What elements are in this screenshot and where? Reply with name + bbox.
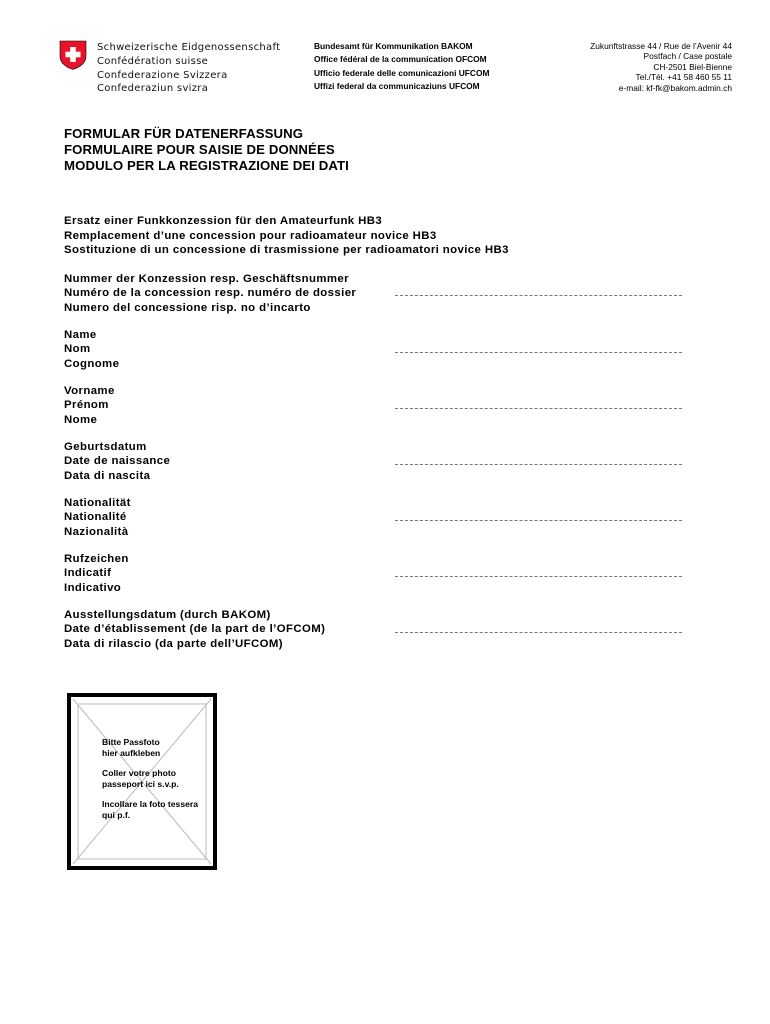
- passport-photo-box[interactable]: [67, 693, 217, 870]
- first-name-input-line[interactable]: [395, 408, 682, 409]
- field-surname-label: [64, 328, 119, 371]
- label-it: Nome: [64, 413, 98, 426]
- photo-instruction-fr-2: passeport ici s.v.p.: [102, 778, 179, 789]
- form-subject-fr: Remplacement d’une concession pour radioamateur novice HB3: [64, 229, 437, 242]
- label-it: Data di rilascio (da parte dell’UFCOM): [64, 637, 284, 650]
- field-callsign-label: [64, 552, 129, 595]
- form-title-de: FORMULAR FÜR DATENERFASSUNG: [64, 126, 304, 141]
- office-name-rm: Uffizi federal da communicaziuns UFCOM: [314, 81, 480, 92]
- label-de: Nationalität: [64, 497, 131, 509]
- field-first-name-label: [64, 384, 115, 427]
- office-name-de: Bundesamt für Kommunikation BAKOM: [314, 41, 473, 51]
- photo-instruction-it-1: Incollare la foto tessera: [102, 799, 198, 810]
- label-fr: Numéro de la concession resp. numéro de dossier: [64, 287, 357, 300]
- label-it: Indicativo: [64, 581, 122, 594]
- address-postbox: Postfach / Case postale: [643, 51, 732, 62]
- address-email: e-mail: kf-fk@bakom.admin.ch: [618, 82, 732, 93]
- label-fr: Nom: [64, 343, 91, 356]
- label-it: Cognome: [64, 357, 120, 370]
- issue-date-input-line[interactable]: [395, 632, 682, 633]
- confederation-name-fr: Confédération suisse: [97, 55, 209, 67]
- nationality-input-line[interactable]: [395, 520, 682, 521]
- label-de: Nummer der Konzession resp. Geschäftsnummer: [64, 273, 349, 285]
- label-it: Nazionalità: [64, 525, 129, 538]
- label-fr: Date d’établissement (de la part de l’OFCOM): [64, 623, 326, 636]
- confederation-name-de: Schweizerische Eidgenossenschaft: [97, 42, 281, 53]
- address-street: Zukunftstrasse 44 / Rue de l’Avenir 44: [590, 41, 732, 51]
- label-de: Ausstellungsdatum (durch BAKOM): [64, 609, 271, 621]
- label-it: Numero del concessione risp. no d’incarto: [64, 301, 311, 314]
- callsign-input-line[interactable]: [395, 576, 682, 577]
- label-fr: Nationalité: [64, 511, 127, 524]
- office-names: [314, 40, 489, 94]
- form-subject-de: Ersatz einer Funkkonzession für den Amateurfunk HB3: [64, 215, 383, 227]
- label-fr: Date de naissance: [64, 455, 171, 468]
- photo-instructions: [102, 737, 198, 821]
- license-number-input-line[interactable]: [395, 295, 682, 296]
- surname-input-line[interactable]: [395, 352, 682, 353]
- confederation-name-it: Confederazione Svizzera: [97, 69, 228, 81]
- form-subject-it: Sostituzione di un concessione di trasmissione per radioamatori novice HB3: [64, 244, 509, 257]
- form-title-fr: FORMULAIRE POUR SAISIE DE DONNÉES: [64, 142, 335, 157]
- field-license-number-label: [64, 272, 356, 315]
- office-name-fr: Office fédéral de la communication OFCOM: [314, 54, 487, 65]
- field-birth-date-label: [64, 440, 170, 483]
- address-city: CH-2501 Biel-Bienne: [653, 61, 732, 72]
- photo-instruction-it-2: qui p.f.: [102, 809, 131, 820]
- office-name-it: Ufficio federale delle comunicazioni UFCOM: [314, 67, 490, 78]
- label-de: Vorname: [64, 385, 115, 397]
- photo-instruction-de-1: Bitte Passfoto: [102, 737, 160, 747]
- label-de: Rufzeichen: [64, 553, 129, 565]
- birth-date-input-line[interactable]: [395, 464, 682, 465]
- label-it: Data di nascita: [64, 469, 151, 482]
- label-fr: Prénom: [64, 399, 109, 412]
- confederation-name-rm: Confederaziun svizra: [97, 83, 209, 95]
- office-address: [590, 41, 732, 93]
- form-subject: [64, 214, 509, 258]
- field-issue-date-label: [64, 608, 325, 651]
- form-title-it: MODULO PER LA REGISTRAZIONE DEI DATI: [64, 158, 349, 173]
- confederation-names: [97, 41, 280, 96]
- swiss-cross-icon: [59, 40, 87, 70]
- form-title: [64, 126, 349, 174]
- photo-instruction-fr-1: Coller votre photo: [102, 768, 177, 779]
- address-phone: Tel./Tél. +41 58 460 55 11: [635, 72, 732, 83]
- label-de: Name: [64, 329, 97, 341]
- label-de: Geburtsdatum: [64, 441, 147, 453]
- photo-instruction-de-2: hier aufkleben: [102, 747, 161, 758]
- field-nationality-label: [64, 496, 131, 539]
- label-fr: Indicatif: [64, 567, 112, 580]
